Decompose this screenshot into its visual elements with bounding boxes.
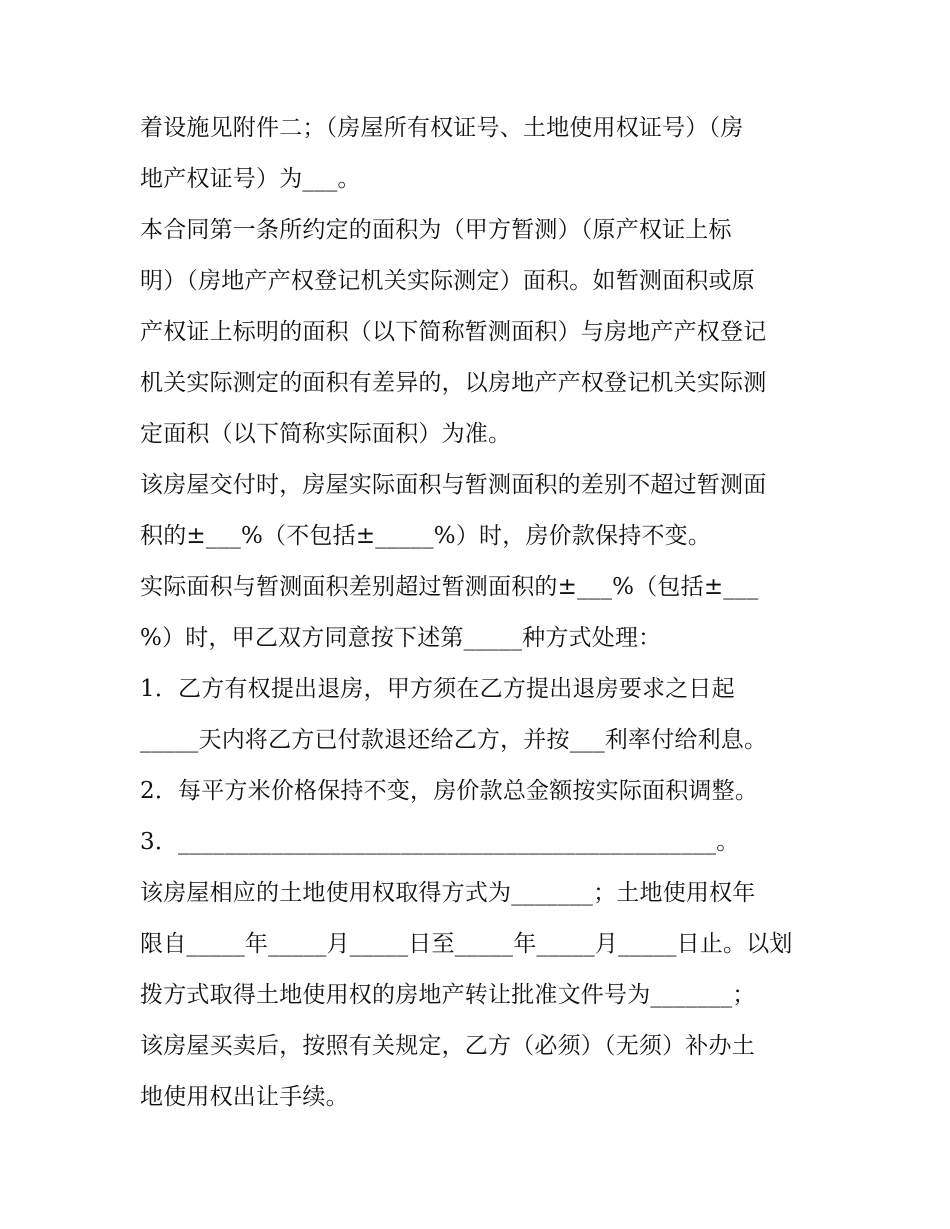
body-text-line: 该房屋相应的土地使用权取得方式为_______；土地使用权年	[140, 880, 756, 906]
body-text-line: 地产权证号）为___。	[140, 166, 361, 192]
body-text-line: 地使用权出让手续。	[140, 1084, 349, 1110]
body-text-line: 本合同第一条所约定的面积为（甲方暂测）（原产权证上标	[140, 217, 732, 243]
body-text-line: _____天内将乙方已付款退还给乙方，并按___利率付给利息。	[140, 727, 768, 753]
body-text-line: 限自_____年_____月_____日至_____年_____月_____日止。以划	[140, 931, 793, 957]
body-text-line: 机关实际测定的面积有差异的，以房地产产权登记机关实际测	[140, 370, 767, 396]
body-text-line: 该房屋买卖后，按照有关规定，乙方（必须）（无须）补办土	[140, 1033, 755, 1059]
body-text-line: %）时，甲乙双方同意按下述第_____种方式处理：	[140, 625, 662, 651]
list-item-2: 2．每平方米价格保持不变，房价款总金额按实际面积调整。	[140, 778, 759, 804]
body-text-line: 积的±___%（不包括±_____%）时，房价款保持不变。	[140, 523, 712, 549]
body-text-line: 实际面积与暂测面积差别超过暂测面积的±___%（包括±___	[140, 574, 759, 600]
body-text-line: 定面积（以下简称实际面积）为准。	[140, 421, 512, 447]
list-item-3: 3．______________________________________________。	[140, 829, 740, 855]
body-text-line: 着设施见附件二；（房屋所有权证号、土地使用权证号）（房	[140, 115, 744, 141]
body-text-line: 拨方式取得土地使用权的房地产转让批准文件号为_______；	[140, 982, 756, 1008]
list-item-1: 1．乙方有权提出退房，甲方须在乙方提出退房要求之日起	[140, 676, 735, 702]
body-text-line: 产权证上标明的面积（以下简称暂测面积）与房地产产权登记	[140, 319, 767, 345]
body-text-line: 该房屋交付时，房屋实际面积与暂测面积的差别不超过暂测面	[140, 472, 767, 498]
body-text-line: 明）（房地产产权登记机关实际测定）面积。如暂测面积或原	[140, 268, 755, 294]
